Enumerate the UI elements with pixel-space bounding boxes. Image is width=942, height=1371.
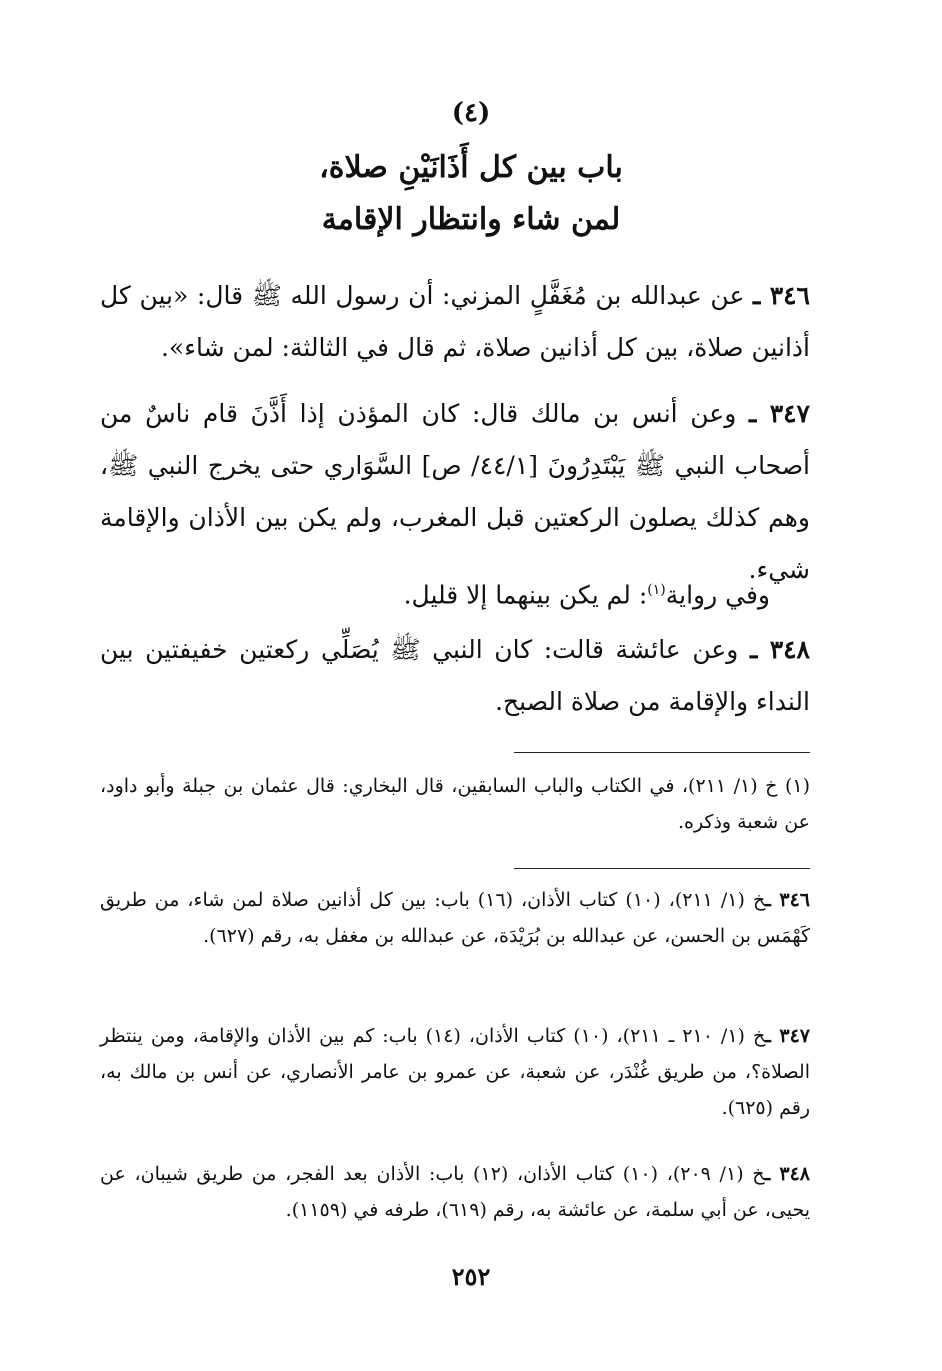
takhrij-number: ٣٤٦ ـ xyxy=(765,889,811,911)
hadith-text: عن عبدالله بن مُغَفَّلٍ المزني: أن رسول الله ﷺ قال: «بين كل أذانين صلاة، بين كل أذانين صلاة، ثم قال في الثالثة: لمن شاء». xyxy=(100,281,810,362)
hadith-number: ٣٤٧ ـ xyxy=(748,399,810,428)
takhrij-text: خ (١/ ٢٠٩)، (١٠) كتاب الأذان، (١٢) باب: الأذان بعد الفجر، من طريق شيبان، عن يحيى، عن أبي سلمة، عن عائشة به، رقم (٦١٩)، طرفه في (١١٥٩). xyxy=(100,1163,810,1221)
chapter-number: (٤) xyxy=(451,98,491,128)
riwaya-prefix: وفي رواية xyxy=(665,580,770,610)
takhrij-text: خ (١/ ٢١٠ ـ ٢١١)، (١٠) كتاب الأذان، (١٤) باب: كم بين الأذان والإقامة، ومن ينتظر الصلاة؟، من طريق غُنْدَر، عن شعبة، عن عمرو بن عامر الأنصاري، عن أنس بن مالك به، رقم (٦٢٥). xyxy=(100,1025,810,1119)
page-number: ٢٥٢ xyxy=(451,1262,491,1291)
hadith-348 xyxy=(100,624,810,728)
hadith-number: ٣٤٨ ـ xyxy=(750,635,810,664)
takhrij-number: ٣٤٧ ـ xyxy=(765,1025,811,1047)
footnote-1: (١) خ (١/ ٢١١)، في الكتاب والباب السابقين، قال البخاري: قال عثمان بن جبلة وأبو داود، عن شعبة وذكره. xyxy=(100,775,811,833)
takhrij-347 xyxy=(100,1018,810,1126)
takhrij-346 xyxy=(100,882,810,954)
takhrij-text: خ (١/ ٢١١)، (١٠) كتاب الأذان، (١٦) باب: بين كل أذانين صلاة لمن شاء، من طريق كَهْمَس بن الحسن، عن عبدالله بن بُرَيْدَة، عن عبدالله بن مغفل به، رقم (٦٢٧). xyxy=(100,889,810,947)
takhrij-divider xyxy=(514,868,810,869)
footnote-marker[interactable]: (١) xyxy=(647,582,666,598)
chapter-title-line1: باب بين كل أَذَانَيْنِ صلاة، xyxy=(319,150,623,185)
takhrij-number: ٣٤٨ ـ xyxy=(764,1163,811,1185)
footnote-divider xyxy=(514,752,810,753)
hadith-text: وعن عائشة قالت: كان النبي ﷺ يُصَلِّي ركعتين خفيفتين بين النداء والإقامة من صلاة الصبح. xyxy=(100,635,810,716)
hadith-number: ٣٤٦ ـ xyxy=(752,281,810,310)
chapter-title-line2: لمن شاء وانتظار الإقامة xyxy=(321,202,621,237)
riwaya-text: : لم يكن بينهما إلا قليل. xyxy=(403,580,648,610)
takhrij-348 xyxy=(100,1156,810,1228)
riwaya-note xyxy=(100,564,770,621)
hadith-346 xyxy=(100,270,810,374)
hadith-text: وعن أنس بن مالك قال: كان المؤذن إذا أَذَّنَ قام ناسٌ من أصحاب النبي ﷺ يَبْتَدِرُونَ [٤٤/١/ ص] السَّوَاري حتى يخرج النبي ﷺ، وهم كذلك يصلون الركعتين قبل المغرب، ولم يكن بين الأذان والإقامة شيء. xyxy=(100,399,810,584)
